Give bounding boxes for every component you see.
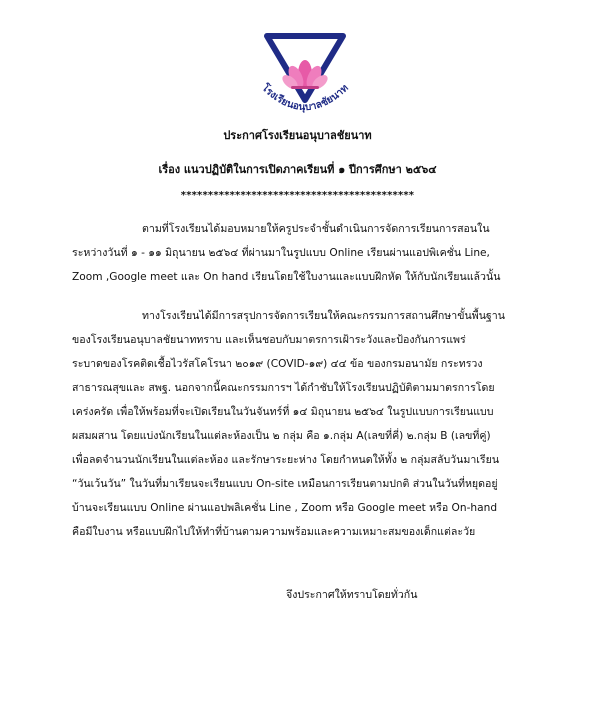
paragraph2-line: ระบาดของโรคติดเชื้อไวรัสโคโรนา ๒๐๑๙ (COVID-๑๙) ๔๔ ข้อ ของกรมอนามัย กระทรวง bbox=[72, 358, 483, 370]
paragraph2-line: ผสมผสาน โดยแบ่งนักเรียนในแต่ละห้องเป็น ๒ กลุ่ม คือ ๑.กลุ่ม A(เลขที่คี่) ๒.กลุ่ม B (เลขที่คู่) bbox=[72, 430, 491, 442]
paragraph1-line: Zoom ,Google meet และ On hand เรียนโดยใช้ใบงานและแบบฝึกหัด ให้กับนักเรียนแล้วนั้น bbox=[72, 271, 501, 283]
paragraph2-line: ของโรงเรียนอนุบาลชัยนาททราบ และเห็นชอบกับมาตรการเฝ้าระวังและป้องกันการแพร่ bbox=[72, 334, 466, 346]
paragraph2-line: “วันเว้นวัน” ในวันที่มาเรียนจะเรียนแบบ On-site เหมือนการเรียนตามปกติ ส่วนในวันที่หยุดอยู่ bbox=[72, 478, 498, 490]
closing-statement: จึงประกาศให้ทราบโดยทั่วกัน bbox=[286, 589, 418, 601]
paragraph2-line: เคร่งครัด เพื่อให้พร้อมที่จะเปิดเรียนในวันจันทร์ที่ ๑๔ มิถุนายน ๒๕๖๔ ในรูปแบบการเรียนแบบ bbox=[72, 406, 494, 418]
paragraph2-line: สาธารณสุขและ สพฐ. นอกจากนี้คณะกรรมการฯ ได้กำชับให้โรงเรียนปฏิบัติตามมาตรการโดย bbox=[72, 382, 495, 394]
paragraph2-line: ทางโรงเรียนได้มีการสรุปการจัดการเรียนให้คณะกรรมการสถานศึกษาขั้นพื้นฐาน bbox=[142, 310, 505, 322]
announcement-subject: เรื่อง แนวปฏิบัติในการเปิดภาคเรียนที่ ๑ ปีการศึกษา ๒๕๖๔ bbox=[158, 163, 437, 176]
paragraph2-line: บ้านจะเรียนแบบ Online ผ่านแอปพลิเคชั่น Line , Zoom หรือ Google meet หรือ On-hand bbox=[72, 502, 498, 514]
separator-stars: ******************************************* bbox=[180, 190, 415, 201]
paragraph1-line: ระหว่างวันที่ ๑ - ๑๑ มิถุนายน ๒๕๖๔ ที่ผ่านมาในรูปแบบ Online เรียนผ่านแอปพิเคชั่น Line, bbox=[72, 247, 490, 259]
logo-text: โรงเรียนอนุบาลชัยนาท bbox=[259, 82, 351, 114]
paragraph2-line: เพื่อลดจำนวนนักเรียนในแต่ละห้อง และรักษาระยะห่าง โดยกำหนดให้ทั้ง ๒ กลุ่มสลับวันมาเรียน bbox=[72, 454, 500, 466]
school-logo bbox=[255, 32, 355, 124]
paragraph1-line: ตามที่โรงเรียนได้มอบหมายให้ครูประจำชั้นดำเนินการจัดการเรียนการสอนใน bbox=[142, 223, 490, 235]
announcement-title: ประกาศโรงเรียนอนุบาลชัยนาท bbox=[223, 129, 372, 142]
paragraph2-line: คือมีใบงาน หรือแบบฝึกไปให้ทำที่บ้านตามความพร้อมและความเหมาะสมของเด็กแต่ละวัย bbox=[72, 526, 476, 538]
